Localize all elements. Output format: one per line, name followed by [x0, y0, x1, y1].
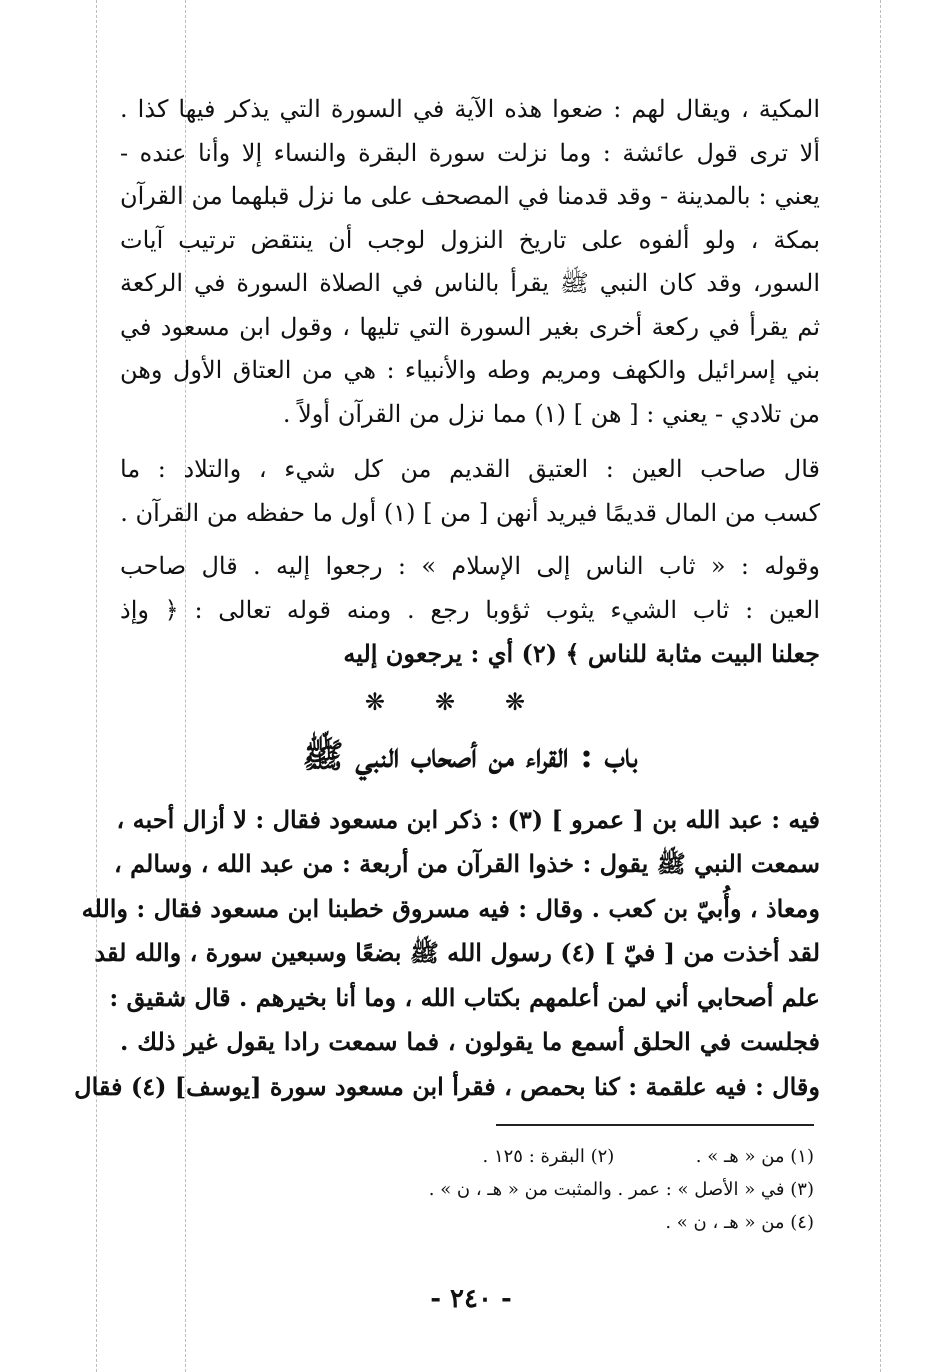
text-line: جعلنا البيت مثابة للناس ﴾ (٢) أي : يرجعون إليه [343, 639, 820, 668]
footnote-divider [496, 1124, 814, 1126]
text-line: علم أصحابي أني لمن أعلمهم بكتاب الله ، وما أنا بخيرهم . قال شقيق : [109, 982, 820, 1012]
text-line: سمعت النبي ﷺ يقول : خذوا القرآن من أربعة : من عبد الله ، وسالم ، [113, 849, 820, 878]
text-line: العين : ثاب الشيء يثوب ثؤوبا رجع . ومنه قوله تعالى : ﴿ وإذ [120, 595, 820, 624]
text-line: وقوله : « ثاب الناس إلى الإسلام » : رجعوا إليه . قال صاحب [120, 552, 820, 580]
text-line: ثم يقرأ في ركعة أخرى بغير السورة التي تليها ، وقول ابن مسعود في [120, 312, 820, 341]
text-line: كسب من المال قديمًا فيريد أنهن [ من ] (١) أول ما حفظه من القرآن . [120, 498, 820, 527]
footnote-2: (٢) البقرة : ١٢٥ . [482, 1146, 615, 1167]
page-edge-right [880, 0, 881, 1372]
page-content [74, 88, 820, 1109]
paragraph-1 [120, 88, 820, 436]
text-line: وقال : فيه علقمة : كنا بحمص ، فقرأ ابن مسعود سورة [يوسف] (٤) فقال [74, 1071, 820, 1101]
page-number: - ٢٤٠ - [430, 1284, 512, 1314]
section-heading: باب : القراء من أصحاب النبي ﷺ [302, 735, 638, 776]
page-edge-left [96, 0, 97, 1372]
text-line: لقد أخذت من [ فيّ ] (٤) رسول الله ﷺ بضعًا وسبعين سورة ، والله لقد [94, 938, 820, 967]
footnote-4: (٤) من « هـ ، ن » . [665, 1212, 814, 1233]
text-line: السور، وقد كان النبي ﷺ يقرأ بالناس في الصلاة السورة في الركعة [120, 269, 820, 297]
footnote-1: (١) من « هـ » . [695, 1146, 814, 1167]
text-line: فجلست في الحلق أسمع ما يقولون ، فما سمعت رادا يقول غير ذلك . [120, 1027, 820, 1056]
section-body [74, 798, 820, 1110]
footnote-row [124, 1140, 814, 1173]
text-line: من تلادي - يعني : [ هن ] (١) مما نزل من القرآن أولاً . [282, 399, 820, 428]
section-separator: ❋❋❋ [364, 687, 576, 716]
text-line: بمكة ، ولو ألفوه على تاريخ النزول لوجب أن ينتقض ترتيب آيات [120, 225, 820, 254]
text-line: المكية ، ويقال لهم : ضعوا هذه الآية في السورة التي يذكر فيها كذا . [120, 95, 820, 123]
text-line: فيه : عبد الله بن [ عمرو ] (٣) : ذكر ابن مسعود فقال : لا أزال أحبه ، [116, 804, 820, 834]
paragraph-3 [120, 545, 820, 676]
text-line: ألا ترى قول عائشة : وما نزلت سورة البقرة والنساء إلا وأنا عنده - [120, 138, 820, 167]
footnote-3: (٣) في « الأصل » : عمر . والمثبت من « هـ ، ن » . [428, 1179, 814, 1200]
text-line: ومعاذ ، وأُبيّ بن كعب . وقال : فيه مسروق خطبنا ابن مسعود فقال : والله [81, 893, 820, 923]
text-line: بني إسرائيل والكهف ومريم وطه والأنبياء : هي من العتاق الأول وهن [120, 356, 820, 384]
footnotes [124, 1140, 814, 1239]
text-line: قال صاحب العين : العتيق القديم من كل شيء ، والتلاد : ما [120, 455, 820, 483]
paragraph-2 [120, 448, 820, 535]
text-line: يعني : بالمدينة - وقد قدمنا في المصحف على ما نزل قبلهما من القرآن [120, 182, 820, 210]
